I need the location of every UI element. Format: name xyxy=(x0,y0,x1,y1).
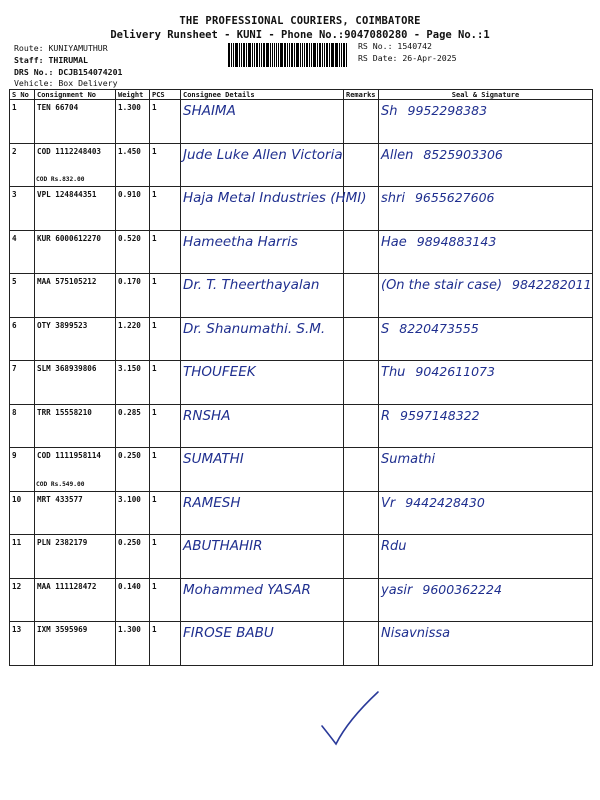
table-row xyxy=(10,578,593,622)
row-consignment xyxy=(35,274,116,318)
table-row xyxy=(10,404,593,448)
row-weight: 1.450 xyxy=(116,143,150,187)
phone-number: 8220473555 xyxy=(399,320,479,336)
row-consignee xyxy=(181,230,344,274)
row-remarks xyxy=(344,491,379,535)
consignment-number: SLM 368939806 xyxy=(37,364,97,373)
row-sno: 4 xyxy=(10,230,35,274)
row-pcs: 1 xyxy=(150,187,181,231)
table-row xyxy=(10,100,593,144)
phone-number: 9042611073 xyxy=(415,364,495,379)
consignment-number: MAA 575105212 xyxy=(37,277,97,286)
consignee-name: FIROSE BABU xyxy=(183,625,274,641)
row-consignee xyxy=(181,187,367,231)
row-sno: 1 xyxy=(10,100,35,144)
row-pcs: 1 xyxy=(150,578,181,622)
rs-number: RS No.: 1540742 xyxy=(358,41,432,51)
row-remarks xyxy=(344,622,379,666)
consignment-number: TEN 66704 xyxy=(37,103,79,112)
table-row xyxy=(10,230,593,274)
row-pcs: 1 xyxy=(150,404,181,448)
row-weight: 3.150 xyxy=(116,361,150,405)
col-sno: S No xyxy=(10,90,35,100)
vehicle-label: Vehicle: Box Delivery xyxy=(14,78,118,89)
row-consignee xyxy=(181,622,344,666)
signature: Thu xyxy=(381,365,406,380)
route-label: Route: KUNIYAMUTHUR xyxy=(14,43,108,53)
consignee-name: Hameetha Harris xyxy=(183,233,298,250)
row-seal xyxy=(379,622,593,666)
row-weight: 0.910 xyxy=(116,187,150,231)
signature: Nisavnissa xyxy=(381,626,451,641)
row-consignee xyxy=(181,361,344,405)
row-pcs: 1 xyxy=(150,274,181,318)
consignment-number: TRR 15558210 xyxy=(37,407,92,417)
row-weight: 1.220 xyxy=(116,317,150,361)
staff-label: Staff: THIRUMAL xyxy=(14,54,88,65)
row-sno: 3 xyxy=(10,187,35,231)
signature: yasir xyxy=(381,582,413,598)
row-consignment xyxy=(35,361,116,405)
signature: Sh xyxy=(381,104,398,119)
row-remarks xyxy=(344,535,379,579)
row-pcs: 1 xyxy=(150,143,181,187)
delivery-table xyxy=(9,89,593,666)
barcode xyxy=(228,43,348,67)
consignee-name: RAMESH xyxy=(183,494,241,511)
row-seal xyxy=(379,578,593,622)
col-seal: Seal & Signature xyxy=(379,90,593,100)
consignee-name: SHAIMA xyxy=(183,103,236,119)
row-seal xyxy=(379,404,593,448)
consignee-name: SUMATHI xyxy=(183,451,244,467)
table-row xyxy=(10,448,593,492)
consignment-number: KUR 6000612270 xyxy=(37,233,102,243)
row-pcs: 1 xyxy=(150,622,181,666)
row-consignee xyxy=(181,100,344,144)
row-consignment xyxy=(35,535,116,579)
signature: R xyxy=(381,408,391,424)
row-pcs: 1 xyxy=(150,535,181,579)
row-sno: 8 xyxy=(10,404,35,448)
runsheet-info xyxy=(358,41,457,65)
row-consignment xyxy=(35,100,116,144)
signature: Vr xyxy=(381,495,396,511)
phone-number: 9655627606 xyxy=(414,190,495,205)
row-weight: 1.300 xyxy=(116,100,150,144)
consignment-number: MAA 111128472 xyxy=(37,581,97,591)
row-seal xyxy=(379,230,593,274)
row-weight: 1.300 xyxy=(116,622,150,666)
col-consignee: Consignee Details xyxy=(181,90,344,100)
row-remarks xyxy=(344,404,379,448)
row-remarks xyxy=(344,317,379,361)
col-consignment: Consignment No xyxy=(35,90,116,100)
consignment-number: IXM 3595969 xyxy=(37,625,88,634)
row-sno: 6 xyxy=(10,317,35,361)
consignee-name: Dr. Shanumathi. S.M. xyxy=(183,320,326,337)
consignment-number: COD 1112248403 xyxy=(37,146,102,156)
table-row xyxy=(10,622,593,666)
row-seal xyxy=(379,100,593,144)
row-consignee xyxy=(181,448,344,492)
consignee-name: ABUTHAHIR xyxy=(183,538,263,554)
consignee-name: THOUFEEK xyxy=(183,364,256,380)
row-pcs: 1 xyxy=(150,491,181,535)
row-remarks xyxy=(344,578,379,622)
row-sno: 11 xyxy=(10,535,35,579)
row-weight: 0.170 xyxy=(116,274,150,318)
table-row xyxy=(10,187,593,231)
row-weight: 0.520 xyxy=(116,230,150,274)
row-pcs: 1 xyxy=(150,230,181,274)
consignee-name: Haja Metal Industries (HMI) xyxy=(183,190,367,206)
signature: Rdu xyxy=(381,539,407,554)
row-consignment xyxy=(35,578,116,622)
row-sno: 5 xyxy=(10,274,35,318)
runsheet-subtitle: Delivery Runsheet - KUNI - Phone No.:9047080280 - Page No.:1 xyxy=(110,29,490,41)
row-consignment xyxy=(35,404,116,448)
phone-number: 9842282011 xyxy=(512,277,592,292)
signature: Sumathi xyxy=(381,452,436,467)
row-consignment xyxy=(35,448,116,492)
table-row xyxy=(10,143,593,187)
row-seal xyxy=(379,274,593,318)
row-weight: 0.250 xyxy=(116,535,150,579)
table-row xyxy=(10,361,593,405)
runsheet-title: THE PROFESSIONAL COURIERS, COIMBATORE xyxy=(179,15,421,27)
table-row xyxy=(10,274,593,318)
row-consignment xyxy=(35,230,116,274)
row-consignment xyxy=(35,622,116,666)
consignee-name: Mohammed YASAR xyxy=(183,581,311,598)
consignee-name: RNSHA xyxy=(183,407,231,424)
row-consignee xyxy=(181,274,344,318)
row-weight: 0.285 xyxy=(116,404,150,448)
row-seal xyxy=(379,317,593,361)
drs-number: DRS No.: DCJB154074201 xyxy=(14,66,123,77)
phone-number: 9894883143 xyxy=(416,233,497,249)
consignment-number: OTY 3899523 xyxy=(37,320,88,330)
cod-amount: COD Rs.832.00 xyxy=(36,176,85,183)
phone-number: 9952298383 xyxy=(407,103,488,118)
row-consignee xyxy=(181,404,344,448)
consignee-name: Jude Luke Allen Victoria xyxy=(183,146,343,163)
row-sno: 13 xyxy=(10,622,35,666)
consignment-number: PLN 2382179 xyxy=(37,538,88,547)
consignment-number: MRT 433577 xyxy=(37,494,83,504)
row-remarks xyxy=(344,100,379,144)
signature: Allen xyxy=(381,147,414,163)
row-pcs: 1 xyxy=(150,317,181,361)
row-seal xyxy=(379,361,593,405)
row-sno: 10 xyxy=(10,491,35,535)
signature: S xyxy=(381,321,390,337)
row-remarks xyxy=(344,448,379,492)
row-sno: 9 xyxy=(10,448,35,492)
consignment-number: COD 1111958114 xyxy=(37,451,102,460)
table-header-row xyxy=(10,90,593,100)
row-seal xyxy=(379,143,593,187)
table-row xyxy=(10,317,593,361)
row-weight: 3.100 xyxy=(116,491,150,535)
row-sno: 7 xyxy=(10,361,35,405)
col-remarks: Remarks xyxy=(344,90,379,100)
row-seal xyxy=(379,491,593,535)
signature: shri xyxy=(381,191,405,206)
row-consignment xyxy=(35,491,116,535)
signature: (On the stair case) xyxy=(381,278,503,293)
row-remarks xyxy=(344,187,379,231)
cod-amount: COD Rs.549.00 xyxy=(36,480,85,488)
table-row xyxy=(10,491,593,535)
row-consignee xyxy=(181,578,344,622)
row-weight: 0.140 xyxy=(116,578,150,622)
row-consignment xyxy=(35,143,116,187)
row-remarks xyxy=(344,361,379,405)
row-pcs: 1 xyxy=(150,361,181,405)
row-pcs: 1 xyxy=(150,100,181,144)
phone-number: 9442428430 xyxy=(405,494,485,510)
row-sno: 2 xyxy=(10,143,35,187)
row-consignee xyxy=(181,143,344,187)
row-remarks xyxy=(344,274,379,318)
consignee-name: Dr. T. Theerthayalan xyxy=(183,277,320,293)
col-pcs: PCS xyxy=(150,90,181,100)
signature: Hae xyxy=(381,234,407,250)
row-pcs: 1 xyxy=(150,448,181,492)
row-seal xyxy=(379,535,593,579)
row-consignee xyxy=(181,317,344,361)
row-consignee xyxy=(181,535,344,579)
phone-number: 9600362224 xyxy=(422,581,502,597)
row-consignment xyxy=(35,317,116,361)
route-info xyxy=(14,43,122,90)
row-sno: 12 xyxy=(10,578,35,622)
row-seal xyxy=(379,448,593,492)
row-weight: 0.250 xyxy=(116,448,150,492)
row-consignment xyxy=(35,187,116,231)
col-weight: Weight xyxy=(116,90,150,100)
consignment-number: VPL 124844351 xyxy=(37,190,97,199)
row-seal xyxy=(379,187,593,231)
pen-tick-mark xyxy=(318,690,388,750)
phone-number: 9597148322 xyxy=(400,407,480,423)
row-remarks xyxy=(344,143,379,187)
table-row xyxy=(10,535,593,579)
phone-number: 8525903306 xyxy=(423,146,503,162)
row-remarks xyxy=(344,230,379,274)
row-consignee xyxy=(181,491,344,535)
rs-date: RS Date: 26-Apr-2025 xyxy=(358,52,457,63)
